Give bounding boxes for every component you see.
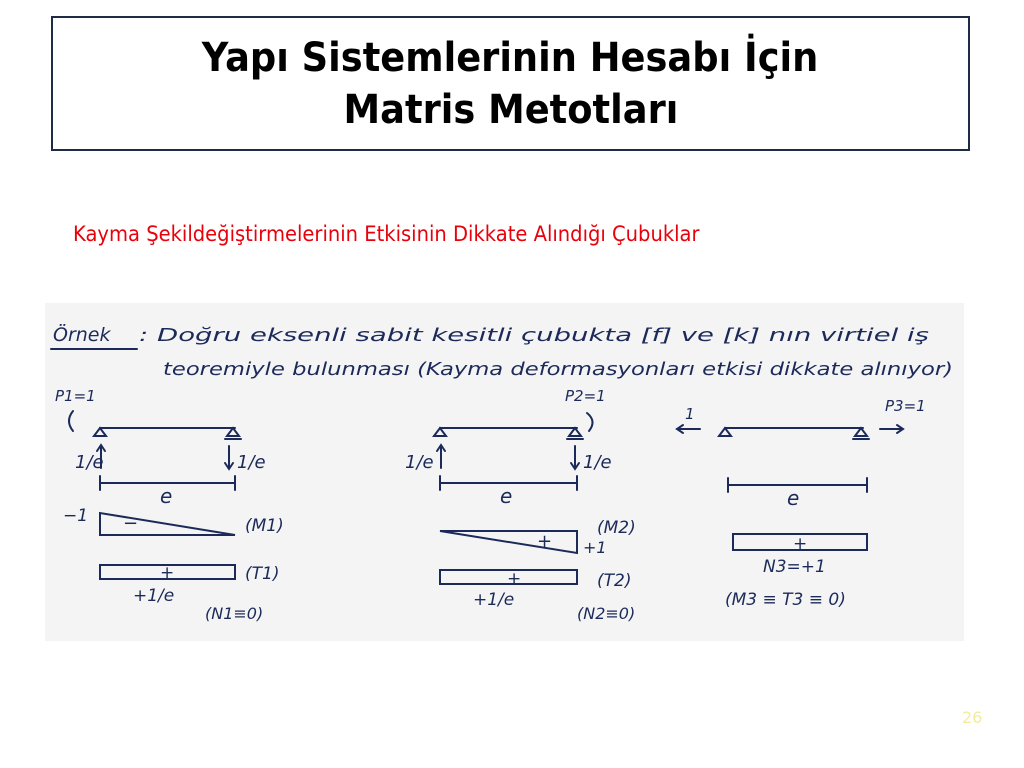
case-3-diagram	[677, 397, 926, 610]
case2-left-support	[434, 428, 446, 436]
case2-shear-sign: +	[507, 569, 522, 589]
case3-length: e	[787, 486, 800, 510]
case2-moment-value: +1	[583, 538, 607, 557]
case3-left-support	[719, 428, 731, 436]
case2-shear-label: (T2)	[597, 571, 632, 591]
case2-right-support	[569, 428, 581, 436]
case1-moment-label: (M1)	[245, 516, 284, 536]
case3-normal-sign: +	[793, 534, 808, 554]
case2-moment-label: (M2)	[597, 518, 636, 538]
slide-title-line-2: Matris Metotları	[343, 86, 678, 133]
case2-moment-sign: +	[537, 531, 553, 552]
case1-right-reaction: 1/e	[237, 452, 266, 473]
case2-moment-arrow	[587, 413, 593, 431]
case2-moment-diagram	[440, 531, 577, 553]
slide-subtitle: Kayma Şekildeğiştirmelerinin Etkisinin Dikkate Alındığı Çubuklar	[73, 222, 700, 246]
case1-shear-sign: +	[160, 563, 175, 583]
case2-right-reaction: 1/e	[583, 452, 612, 473]
case1-load-label: P1=1	[55, 387, 96, 405]
case3-normal-value: N3=+1	[763, 557, 826, 577]
case1-length: e	[160, 484, 173, 508]
case2-left-reaction: 1/e	[405, 452, 434, 473]
case1-moment-diagram	[100, 513, 235, 535]
case1-shear-value: +1/e	[133, 586, 175, 606]
case1-moment-sign: −	[123, 513, 139, 534]
case3-left-force-value: 1	[685, 405, 695, 423]
case3-zero-note: (M3 ≡ T3 ≡ 0)	[725, 590, 846, 610]
case3-load-label: P3=1	[885, 397, 926, 415]
case3-right-support	[855, 428, 867, 436]
case1-moment-value: −1	[63, 506, 89, 526]
title-box	[51, 16, 970, 151]
sketch-drawing	[45, 303, 964, 641]
case-1-diagram	[55, 387, 284, 623]
case2-load-label: P2=1	[565, 387, 606, 405]
case1-left-support	[94, 428, 106, 436]
case1-right-support	[227, 428, 239, 436]
case1-shear-label: (T1)	[245, 564, 280, 584]
slide-title-line-1: Yapı Sistemlerinin Hesabı İçin	[202, 34, 819, 81]
case1-moment-arrow	[69, 411, 73, 431]
handwritten-sketch	[45, 303, 964, 641]
case-2-diagram	[405, 387, 636, 623]
sketch-heading-line-1: : Doğru eksenli sabit kesitli çubukta [f] ve [k] nın virtiel iş	[139, 325, 929, 346]
sketch-heading-line-2: teoremiyle bulunması (Kayma deformasyonları etkisi dikkate alınıyor)	[163, 359, 953, 380]
case2-shear-value: +1/e	[473, 590, 515, 610]
sketch-heading-label: Örnek	[53, 324, 111, 346]
page-number: 26	[962, 708, 983, 727]
case2-normal-label: (N2≡0)	[577, 604, 636, 623]
case2-length: e	[500, 484, 513, 508]
case1-normal-label: (N1≡0)	[205, 604, 264, 623]
case1-left-reaction: 1/e	[75, 452, 104, 473]
